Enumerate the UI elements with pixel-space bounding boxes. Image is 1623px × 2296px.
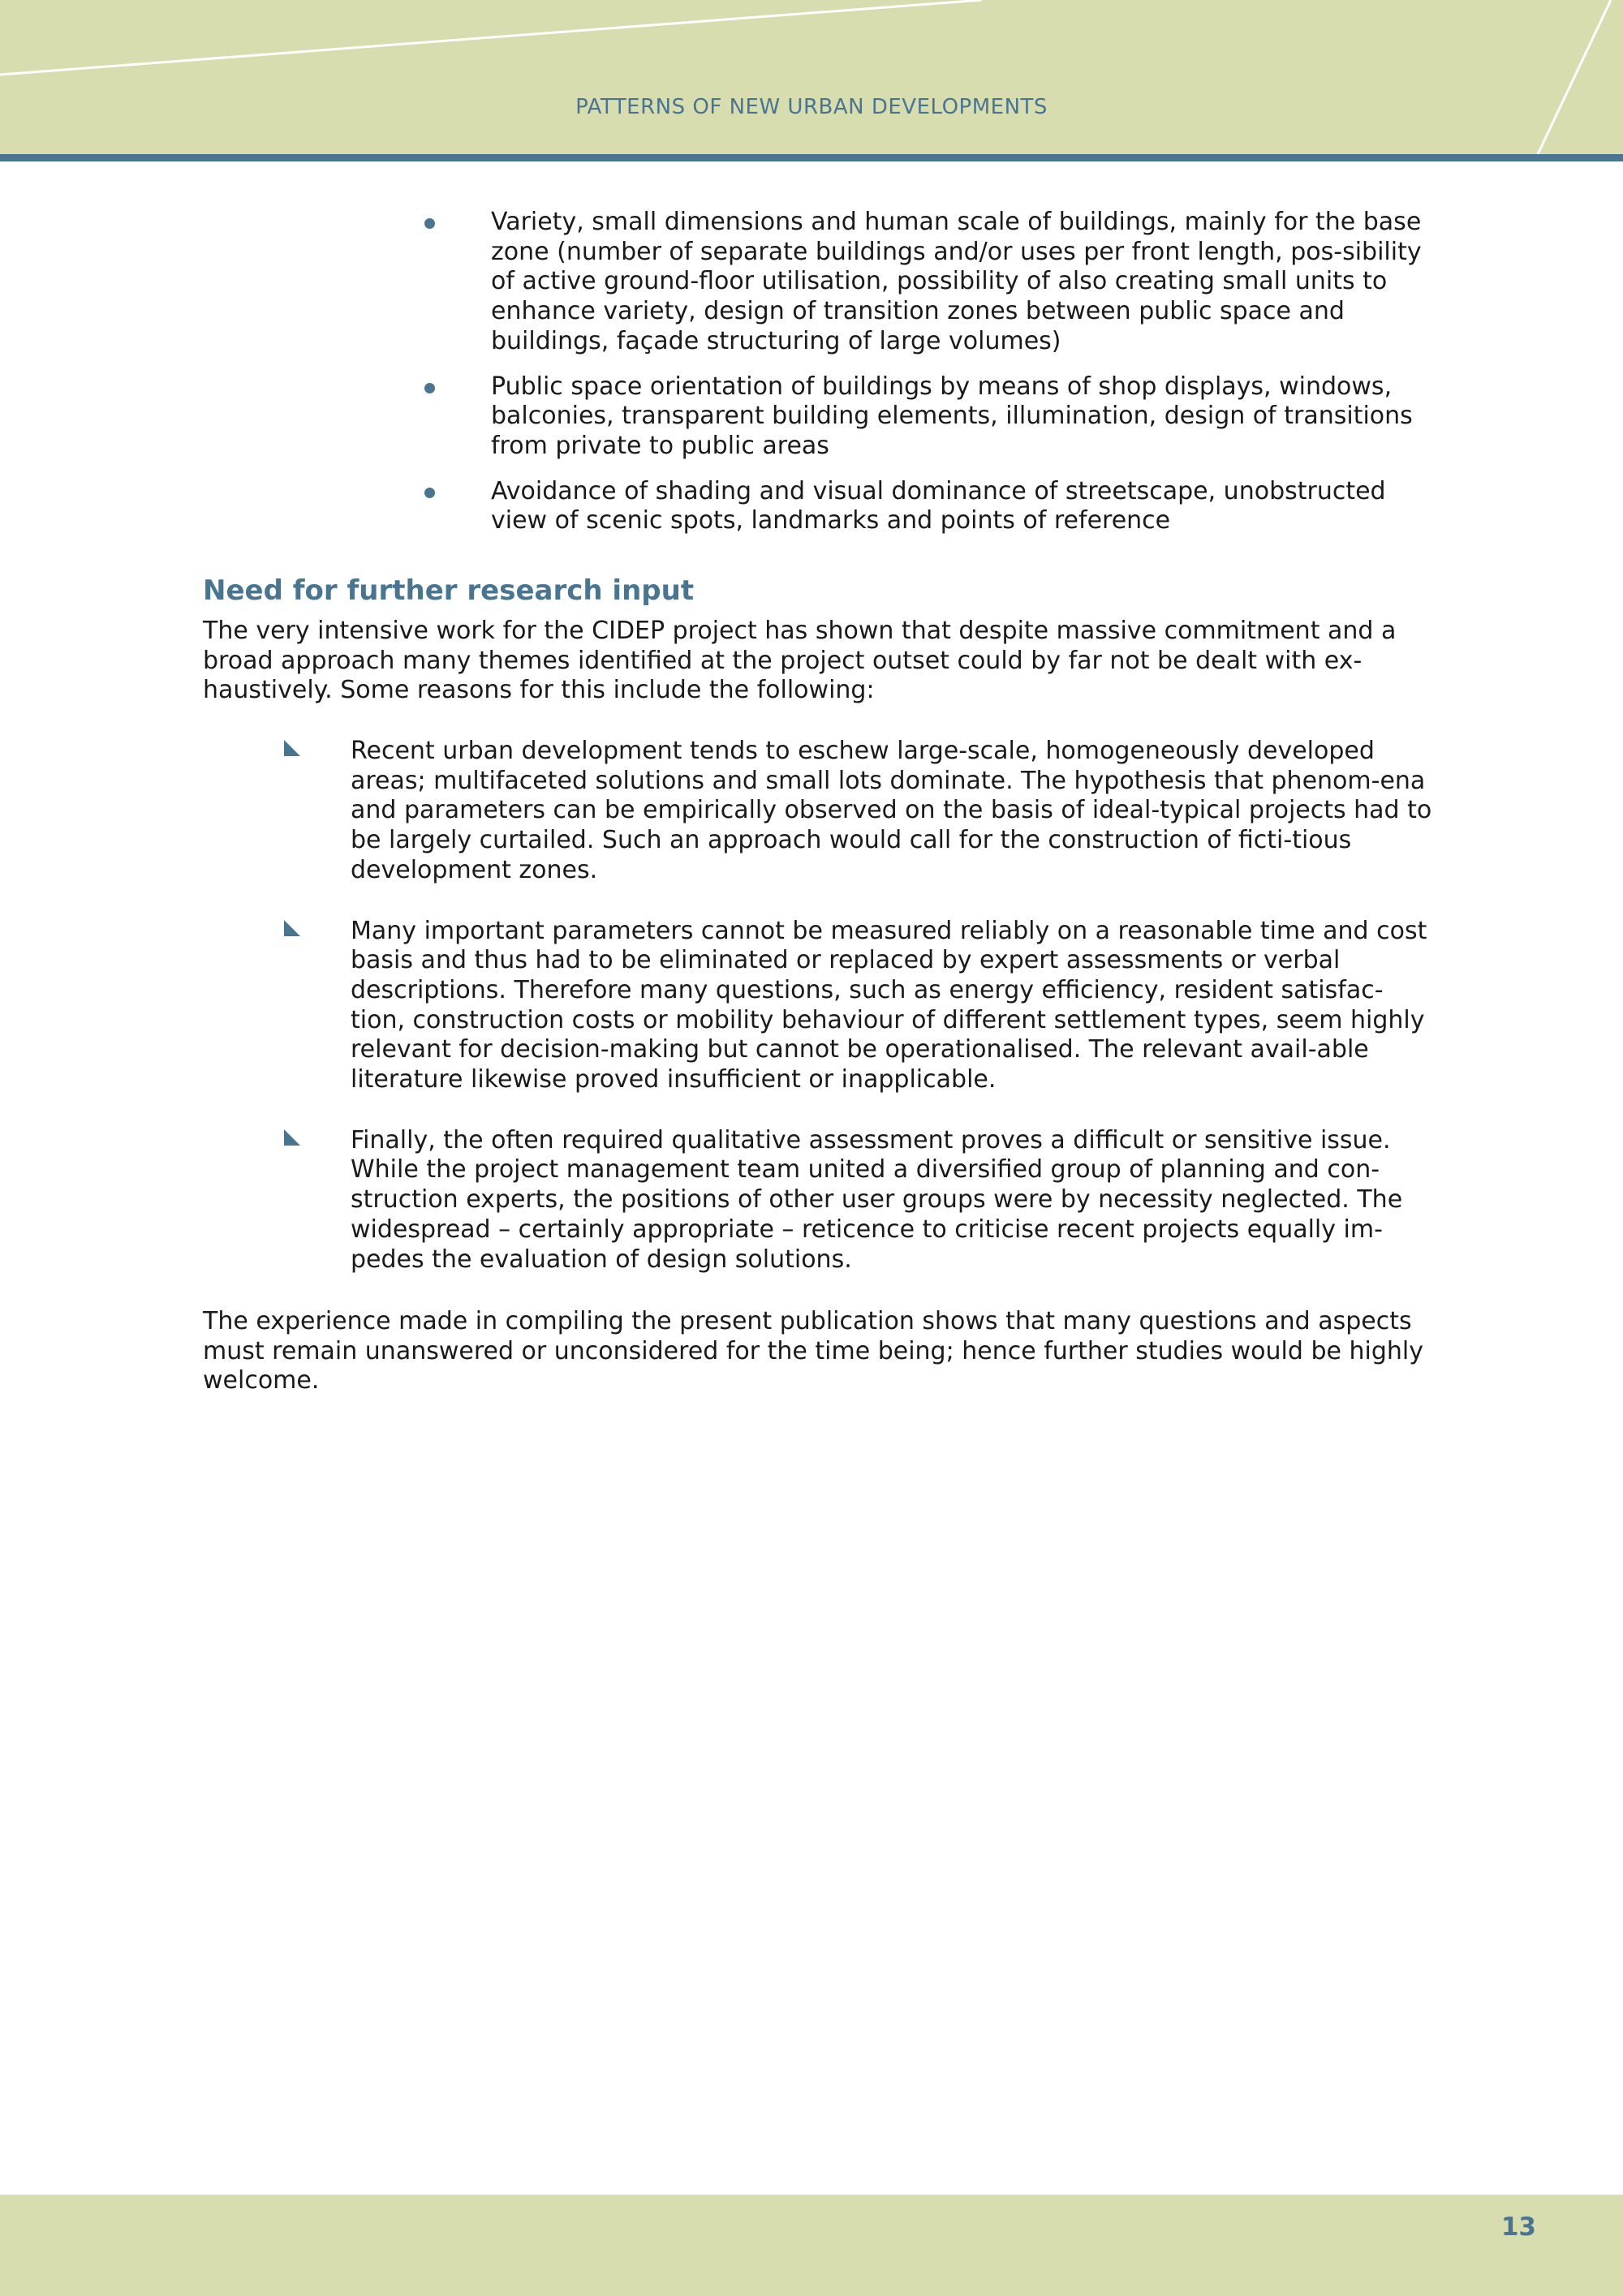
list-item (282, 737, 1435, 886)
triangle-bullet-icon (284, 920, 300, 936)
footer-band (0, 2195, 1623, 2296)
dot-bullet-icon (424, 383, 435, 393)
list-item-text: Many important parameters cannot be measured reliably on a reasonable time and cost basis and thus had to be eliminated or replaced by expert assessments or verbal descriptions. Therefore many questions, such as energy efficiency, resident satisfac-tion, construction costs or mobility behaviour of different settlement types, seem highly relevant for decision-making but cannot be operationalised. The relevant avail-able literature likewise proved insufficient or inapplicable. (351, 916, 1427, 1094)
header-line-diagonal-left (0, 0, 982, 75)
list-item-text: Finally, the often required qualitative assessment proves a difficult or sensitive issue. While the project management team united a diversified group of planning and con-struction experts, the positions of other user groups were by necessity neglected. The widespread – certainly appropriate – reticence to criticise recent projects equally im-pedes the evaluation of design solutions. (351, 1125, 1403, 1274)
list-item (282, 1126, 1435, 1275)
section-heading: Need for further research input (203, 574, 695, 607)
list-item (422, 477, 1436, 536)
list-item (422, 372, 1436, 462)
header-rule (0, 154, 1623, 161)
closing-paragraph: The experience made in compiling the present publication shows that many questions and aspects must remain unanswered or unconsidered for the time being; hence further studies would be highly welcome. (203, 1307, 1423, 1395)
list-item-text: Variety, small dimensions and human scale of buildings, mainly for the base zone (number of separate buildings and/or uses per front length, pos-sibility of active ground-floor utilisation, possibility of also creating small units to enhance variety, design of transition zones between public space and buildings, façade structuring of large volumes) (491, 208, 1422, 355)
feature-bullet-list (422, 208, 1436, 536)
header-decorative-lines (0, 0, 1623, 162)
list-item-text: Public space orientation of buildings by means of shop displays, windows, balconies, transparent building elements, illumination, design of transitions from private to public areas (491, 372, 1413, 460)
dot-bullet-icon (424, 488, 435, 498)
running-header-title: PATTERNS OF NEW URBAN DEVELOPMENTS (575, 95, 1048, 119)
triangle-bullet-icon (284, 1129, 300, 1146)
page-number: 13 (1500, 2212, 1536, 2242)
reasons-list (282, 737, 1435, 1275)
list-item-text: Recent urban development tends to eschew large-scale, homogeneously developed areas; multifaceted solutions and small lots dominate. The hypothesis that phenom-ena and parameters can be empirically observed on the basis of ideal-typical projects had to be largely curtailed. Such an approach would call for the construction of ficti-tious development zones. (351, 737, 1432, 884)
header-line-diagonal-right (1538, 0, 1611, 154)
triangle-bullet-icon (284, 740, 300, 756)
intro-paragraph: The very intensive work for the CIDEP project has shown that despite massive commitment and a broad approach many themes identified at the project outset could by far not be dealt with ex-haustively. Some reasons for this include the following: (203, 617, 1397, 705)
dot-bullet-icon (424, 218, 435, 229)
list-item (422, 208, 1436, 357)
list-item (282, 917, 1435, 1095)
list-item-text: Avoidance of shading and visual dominance of streetscape, unobstructed view of scenic spots, landmarks and points of reference (491, 476, 1386, 535)
